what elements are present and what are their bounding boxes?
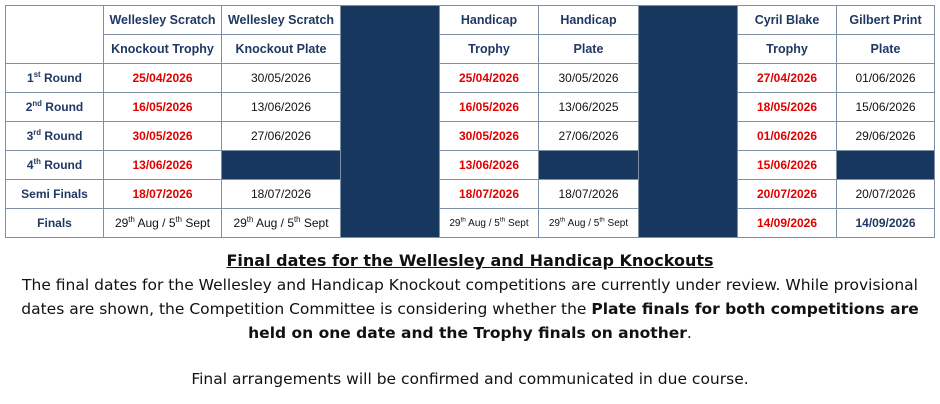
date-handicap-trophy-final: 29th Aug / 5th Sept — [440, 209, 539, 238]
date-handicap-trophy: 18/07/2026 — [440, 180, 539, 209]
header-row-2 — [6, 35, 935, 64]
notes-paragraph-text: The final dates for the Wellesley and Handicap Knockout competitions are currently under review. While provisional dates are shown, the Competition Committee is considering whether the — [21, 276, 918, 318]
row-label-finals: Finals — [6, 209, 104, 238]
date-wellesley-trophy: 18/07/2026 — [104, 180, 222, 209]
date-gilbert-print: 20/07/2026 — [837, 180, 935, 209]
date-wellesley-trophy: 13/06/2026 — [104, 151, 222, 180]
corner-cell — [6, 6, 104, 64]
row-label-round-4: 4th Round — [6, 151, 104, 180]
date-gilbert-print-final: 14/09/2026 — [837, 209, 935, 238]
fixtures-table — [5, 5, 935, 238]
header-cyril-blake-line2: Trophy — [738, 35, 837, 64]
date-cyril-blake: 15/06/2026 — [738, 151, 837, 180]
date-cyril-blake-final: 14/09/2026 — [738, 209, 837, 238]
date-wellesley-trophy: 16/05/2026 — [104, 93, 222, 122]
row-label-round-2: 2nd Round — [6, 93, 104, 122]
semi-finals-row — [6, 180, 935, 209]
date-handicap-plate: 27/06/2026 — [539, 122, 639, 151]
date-cyril-blake: 20/07/2026 — [738, 180, 837, 209]
date-handicap-trophy: 30/05/2026 — [440, 122, 539, 151]
header-wellesley-trophy-line2: Knockout Trophy — [104, 35, 222, 64]
header-handicap-plate-line2: Plate — [539, 35, 639, 64]
date-handicap-plate-final: 29th Aug / 5th Sept — [539, 209, 639, 238]
header-handicap-plate-line1: Handicap — [539, 6, 639, 35]
notes-paragraph-end: . — [686, 324, 692, 342]
date-cyril-blake: 27/04/2026 — [738, 64, 837, 93]
date-wellesley-plate: 30/05/2026 — [222, 64, 341, 93]
date-gilbert-print: 29/06/2026 — [837, 122, 935, 151]
round-4-row — [6, 151, 935, 180]
row-label-semi-finals: Semi Finals — [6, 180, 104, 209]
empty-cell — [539, 151, 639, 180]
header-gilbert-print-line1: Gilbert Print — [837, 6, 935, 35]
date-wellesley-plate: 13/06/2026 — [222, 93, 341, 122]
notes-paragraph-bold: Plate finals for both competitions are held on one date and the Trophy finals on another — [248, 300, 919, 342]
separator-column-2 — [639, 6, 738, 238]
date-wellesley-trophy-final: 29th Aug / 5th Sept — [104, 209, 222, 238]
round-1-row — [6, 64, 935, 93]
date-wellesley-plate: 27/06/2026 — [222, 122, 341, 151]
date-handicap-plate: 18/07/2026 — [539, 180, 639, 209]
separator-column-1 — [341, 6, 440, 238]
round-3-row — [6, 122, 935, 151]
date-handicap-plate: 13/06/2025 — [539, 93, 639, 122]
date-wellesley-plate: 18/07/2026 — [222, 180, 341, 209]
header-wellesley-trophy-line1: Wellesley Scratch — [104, 6, 222, 35]
date-wellesley-trophy: 25/04/2026 — [104, 64, 222, 93]
header-cyril-blake-line1: Cyril Blake — [738, 6, 837, 35]
date-cyril-blake: 01/06/2026 — [738, 122, 837, 151]
header-wellesley-plate-line2: Knockout Plate — [222, 35, 341, 64]
date-wellesley-plate-final: 29th Aug / 5th Sept — [222, 209, 341, 238]
round-2-row — [6, 93, 935, 122]
notes-confirmation: Final arrangements will be confirmed and communicated in due course. — [191, 370, 749, 388]
date-gilbert-print: 15/06/2026 — [837, 93, 935, 122]
date-cyril-blake: 18/05/2026 — [738, 93, 837, 122]
notes-paragraph — [0, 273, 940, 345]
header-gilbert-print-line2: Plate — [837, 35, 935, 64]
empty-cell — [837, 151, 935, 180]
header-handicap-trophy-line2: Trophy — [440, 35, 539, 64]
notes-title: Final dates for the Wellesley and Handicap Knockouts — [226, 251, 714, 270]
empty-cell — [222, 151, 341, 180]
date-wellesley-trophy: 30/05/2026 — [104, 122, 222, 151]
notes-section — [0, 249, 940, 391]
finals-row — [6, 209, 935, 238]
header-handicap-trophy-line1: Handicap — [440, 6, 539, 35]
row-label-round-3: 3rd Round — [6, 122, 104, 151]
row-label-round-1: 1st Round — [6, 64, 104, 93]
date-handicap-trophy: 13/06/2026 — [440, 151, 539, 180]
date-handicap-trophy: 16/05/2026 — [440, 93, 539, 122]
header-row-1 — [6, 6, 935, 35]
date-handicap-trophy: 25/04/2026 — [440, 64, 539, 93]
date-gilbert-print: 01/06/2026 — [837, 64, 935, 93]
date-handicap-plate: 30/05/2026 — [539, 64, 639, 93]
header-wellesley-plate-line1: Wellesley Scratch — [222, 6, 341, 35]
